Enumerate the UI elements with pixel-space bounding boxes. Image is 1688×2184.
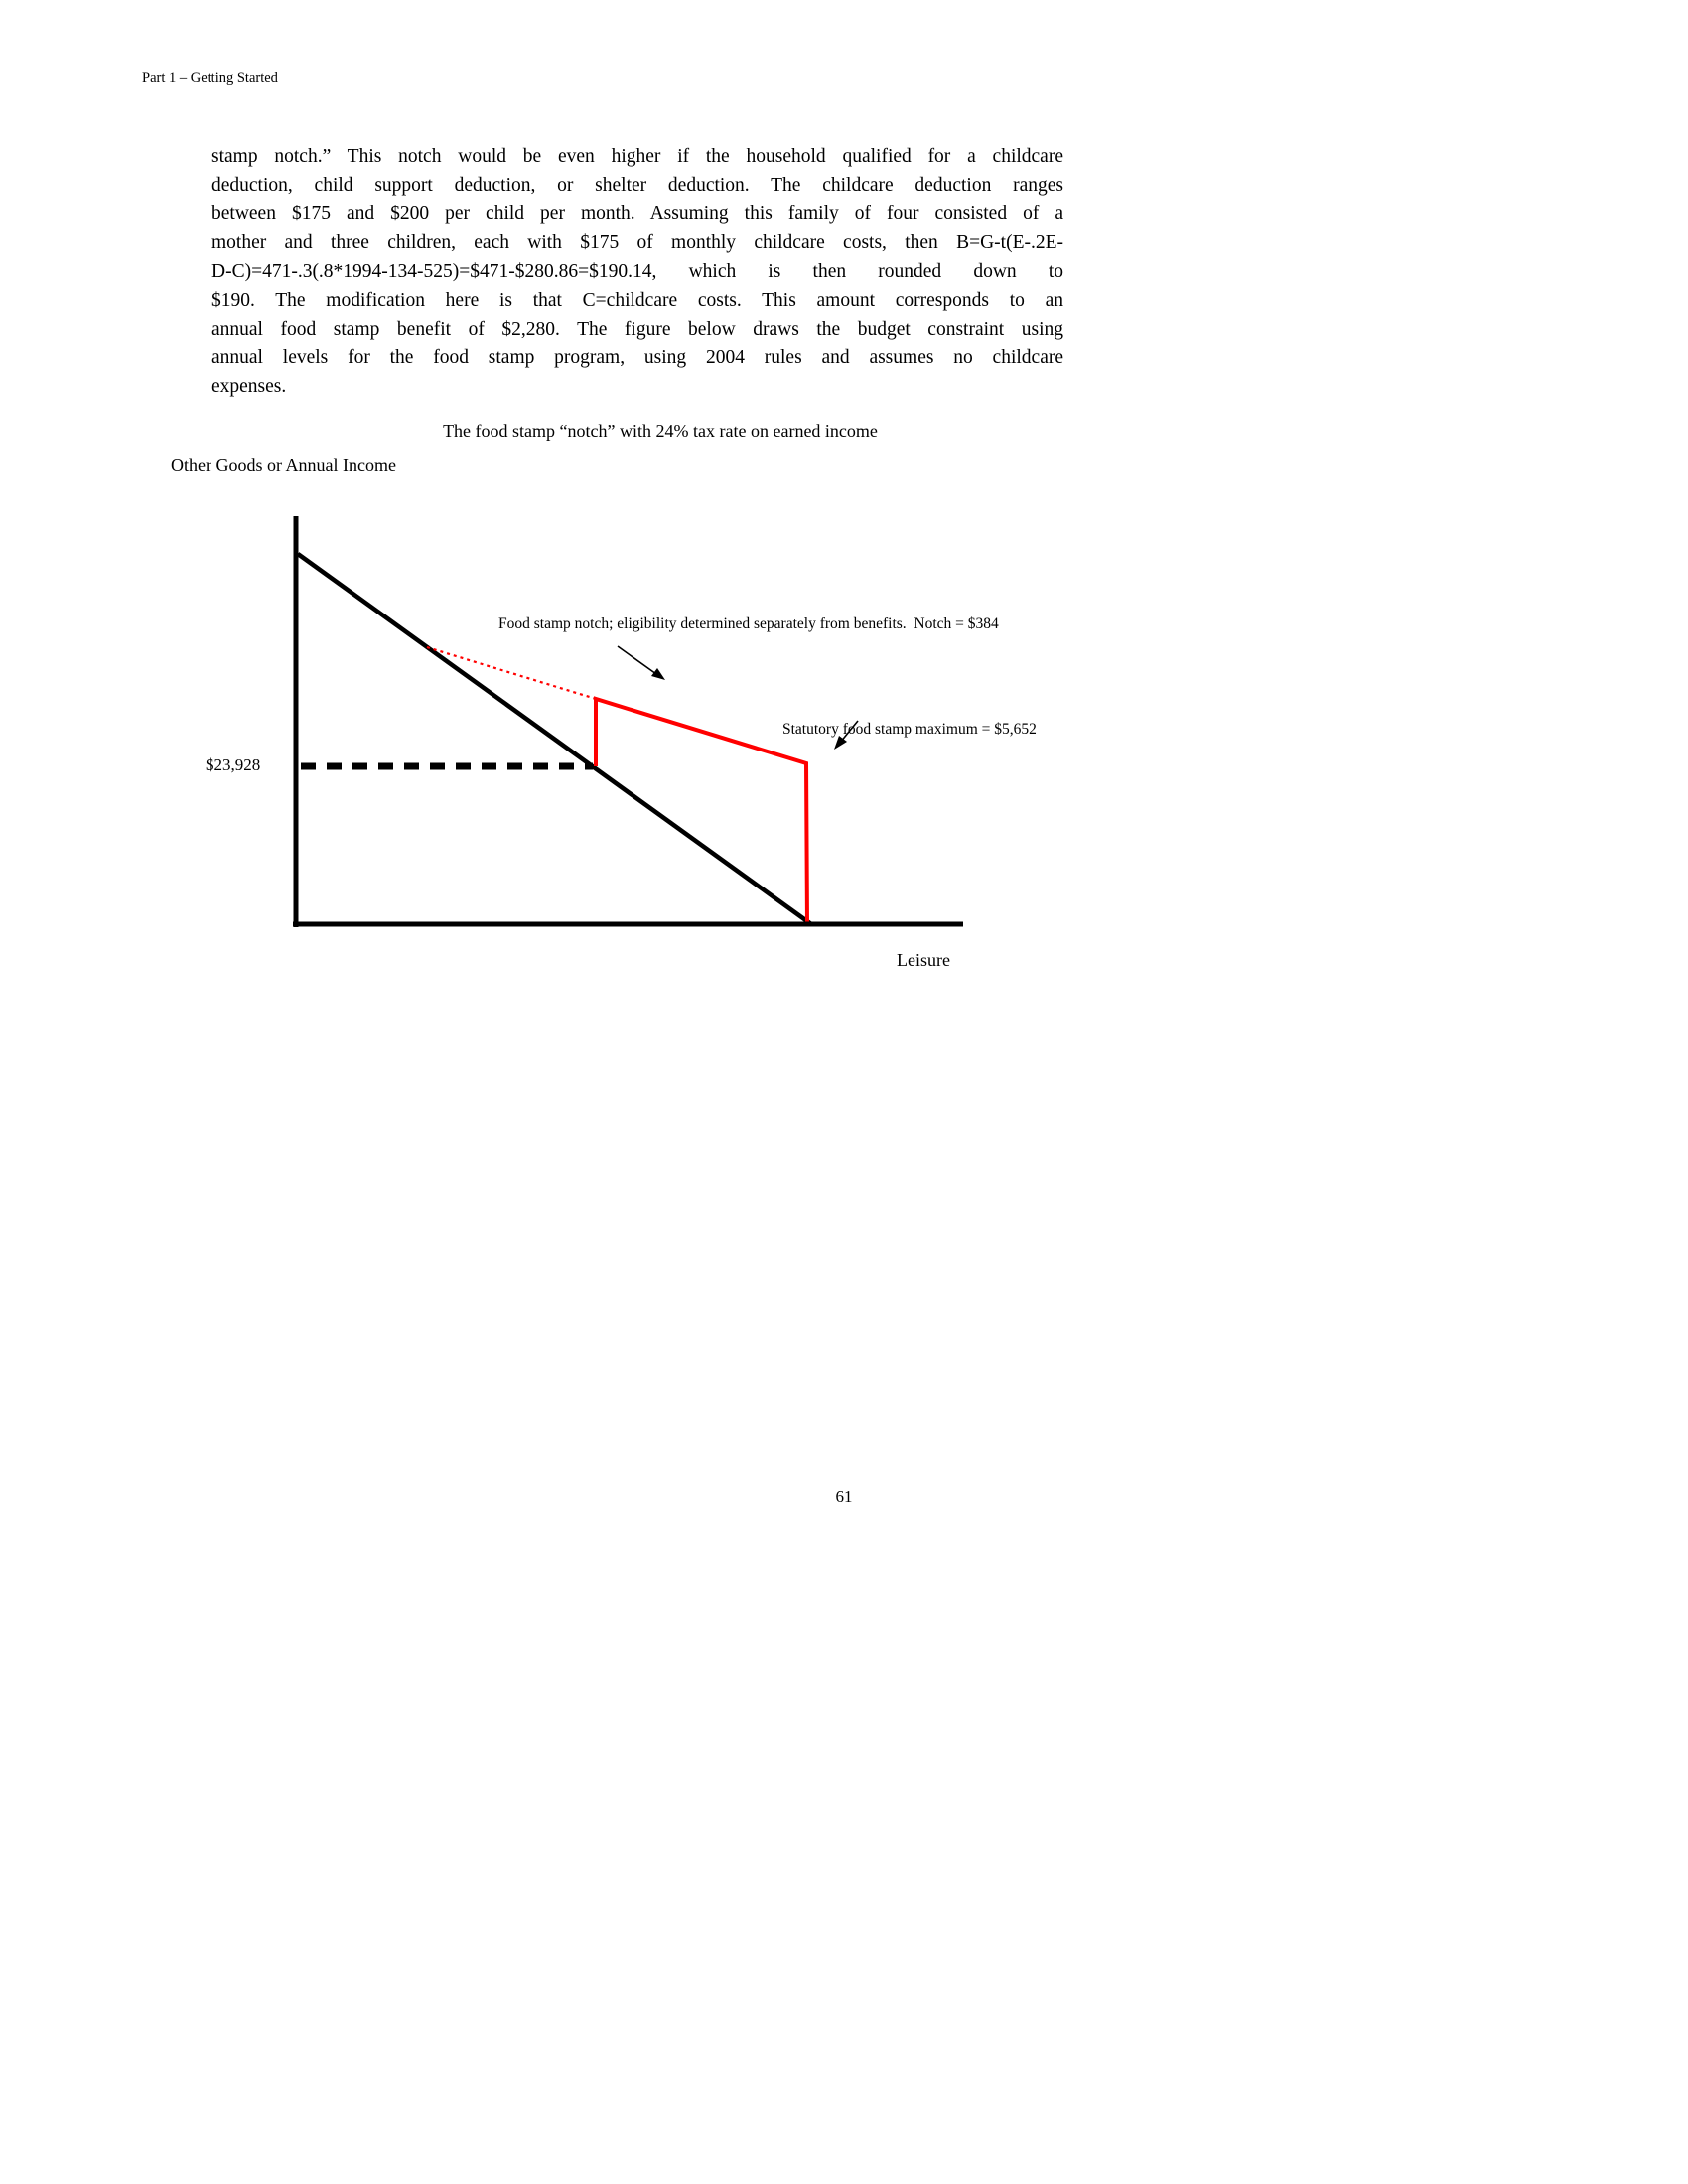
paragraph-line: between $175 and $200 per child per month. Assuming this family of four consisted of a [211,204,1063,224]
paragraph-line: $190. The modification here is that C=childcare costs. This amount corresponds to an [211,290,1063,311]
page-number: 61 [835,1487,853,1506]
x-axis-title: Leisure [897,950,950,970]
body-paragraph [211,142,1063,401]
food-stamp-notch-line [596,699,807,924]
figure-title: The food stamp “notch” with 24% tax rate on earned income [443,421,878,441]
paragraph-line: D-C)=471-.3(.8*1994-134-525)=$471-$280.86=$190.14, which is then rounded down to [211,261,1063,282]
maximum-annotation: Statutory food stamp maximum = $5,652 [782,721,1037,738]
notch-annotation: Food stamp notch; eligibility determined separately from benefits. Notch = $384 [498,615,999,632]
budget-constraint-line [298,554,811,924]
paragraph-line: stamp notch.” This notch would be even higher if the household qualified for a childcare [211,146,1063,167]
paragraph-line: annual levels for the food stamp program, using 2004 rules and assumes no childcare [211,347,1063,368]
notch-arrow-head [651,668,665,680]
paragraph-line: annual food stamp benefit of $2,280. The figure below draws the budget constraint using [211,319,1063,340]
y-axis-title: Other Goods or Annual Income [171,455,396,475]
paragraph-line: deduction, child support deduction, or shelter deduction. The childcare deduction ranges [211,175,1063,196]
notch-arrow-line [618,646,656,674]
paragraph-line: expenses. [211,376,287,397]
income-value-label: $23,928 [206,755,261,774]
paragraph-line: mother and three children, each with $175 of monthly childcare costs, then B=G-t(E-.2E- [211,232,1063,253]
running-header: Part 1 – Getting Started [142,70,278,86]
